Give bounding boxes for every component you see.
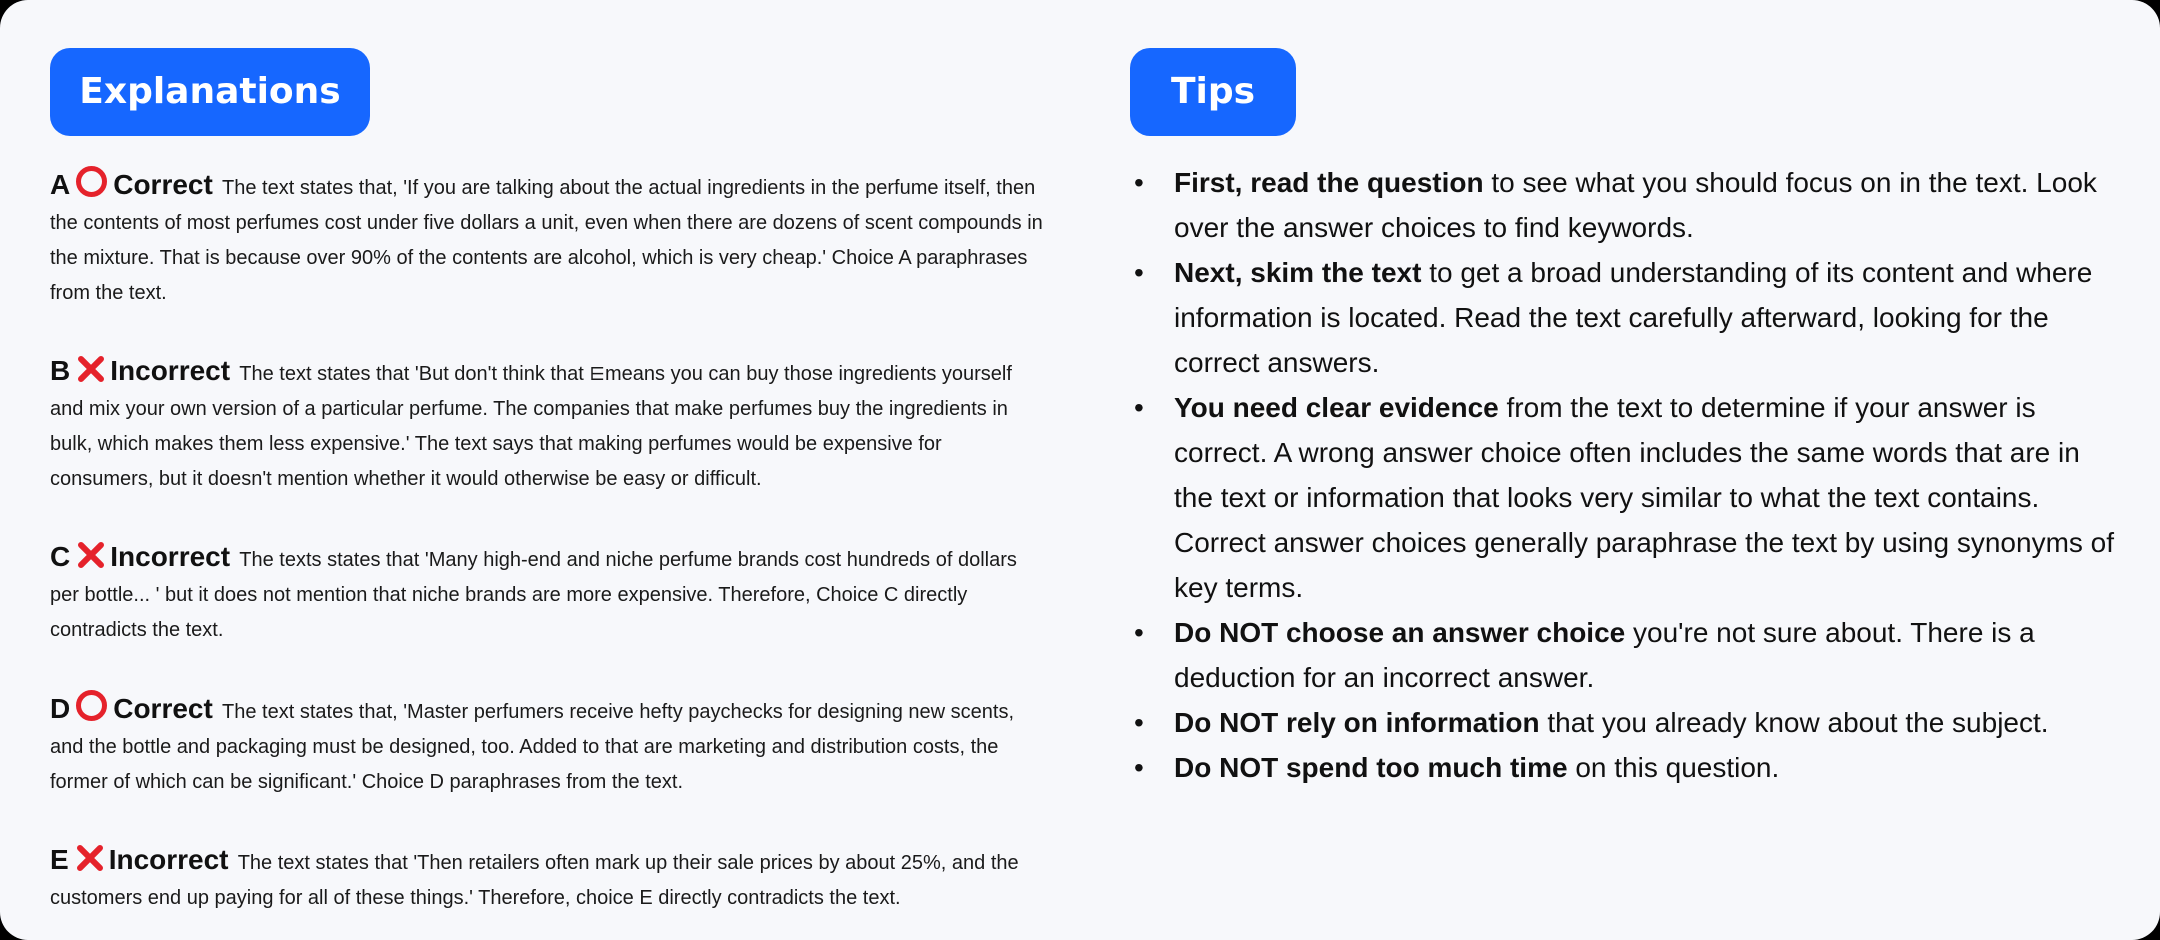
choice-letter: A [50, 169, 71, 200]
placeholder-glyph: ⋿ [589, 364, 606, 384]
cross-mark-icon [75, 843, 105, 873]
explanation-b [50, 353, 1050, 497]
explanation-c [50, 539, 1050, 648]
tip-bold: First, read the question [1174, 167, 1484, 198]
choice-letter: C [50, 541, 71, 572]
bullet-icon: • [1134, 752, 1144, 783]
tips-list [1130, 160, 2120, 790]
tip-text: to get a broad understanding of its content and where information is located. Read the text carefully afterward, looking for the correct answers. [1174, 257, 2093, 378]
bullet-icon: • [1134, 392, 1144, 423]
verdict-label: Correct [113, 169, 213, 200]
tip-text: on this question. [1567, 752, 1780, 783]
explanation-text: The text states that, 'If you are talking about the actual ingredients in the perfume itself, then the contents of most perfumes cost under five dollars a unit, even when there are dozens of scent compounds in the mixture. That is because over 90% of the contents are alcohol, which is very cheap.' Choice A paraphrases from the text. [50, 177, 1043, 304]
explanations-header: Explanations [50, 48, 370, 136]
verdict-label: Incorrect [110, 355, 231, 386]
choice-letter: E [50, 844, 69, 875]
verdict-label: Incorrect [110, 541, 231, 572]
explanation-a [50, 166, 1050, 311]
cross-mark-icon [76, 354, 106, 384]
tip-text: you're not sure about. There is a deduction for an incorrect answer. [1174, 617, 2035, 693]
explanation-text: The text states that 'But don't think that [239, 363, 590, 385]
verdict-label: Correct [113, 693, 213, 724]
tip-bold: You need clear evidence [1174, 392, 1499, 423]
tips-header: Tips [1130, 48, 1296, 136]
explanation-d [50, 690, 1050, 800]
tip-bold: Do NOT spend too much time [1174, 752, 1568, 783]
tip-item [1130, 385, 2120, 610]
verdict-label: Incorrect [108, 844, 229, 875]
bullet-icon: • [1134, 707, 1144, 738]
tip-item [1130, 160, 2120, 250]
bullet-icon: • [1134, 617, 1144, 648]
explanation-text: The text states that, 'Master perfumers receive hefty paychecks for designing new scents, and the bottle and packaging must be designed, too. Added to that are marketing and distribution costs, the former of which can be significant.' Choice D paraphrases from the text. [50, 701, 1014, 793]
explanations-list [50, 166, 1050, 940]
explanation-text: The texts states that 'Many high-end and niche perfume brands cost hundreds of dollars per bottle... ' but it does not mention that niche brands are more expensive. Therefore, Choice C directly contradicts the text. [50, 549, 1017, 641]
circle-mark-icon [76, 690, 107, 721]
explanation-text-continued: means you can buy those ingredients yourself and mix your own version of a particular perfume. The companies that make perfumes buy the ingredients in bulk, which makes them less expensive.' The text says that making perfumes would be expensive for consumers, but it doesn't mention whether it would otherwise be easy or difficult. [50, 363, 1012, 490]
tip-bold: Next, skim the text [1174, 257, 1422, 288]
choice-letter: D [50, 693, 71, 724]
tip-text: that you already know about the subject. [1539, 707, 2049, 738]
explanation-e [50, 842, 1050, 916]
tip-item [1130, 745, 2120, 790]
tip-item [1130, 700, 2120, 745]
choice-letter: B [50, 355, 71, 386]
cross-mark-icon [76, 540, 106, 570]
explanation-text: The text states that 'Then retailers often mark up their sale prices by about 25%, and the customers end up paying for all of these things.' Therefore, choice E directly contradicts the text. [50, 852, 1019, 909]
tip-item [1130, 250, 2120, 385]
tip-text: from the text to determine if your answer is correct. A wrong answer choice often includes the same words that are in the text or information that looks very similar to what the text contains. Correct answer choices generally paraphrase the text by using synonyms of key terms. [1174, 392, 2115, 603]
bullet-icon: • [1134, 167, 1144, 198]
tip-item [1130, 610, 2120, 700]
tip-bold: Do NOT rely on information [1174, 707, 1540, 738]
bullet-icon: • [1134, 257, 1144, 288]
circle-mark-icon [76, 166, 107, 197]
tip-bold: Do NOT choose an answer choice [1174, 617, 1626, 648]
tip-text: to see what you should focus on in the text. Look over the answer choices to find keywords. [1174, 167, 2097, 243]
